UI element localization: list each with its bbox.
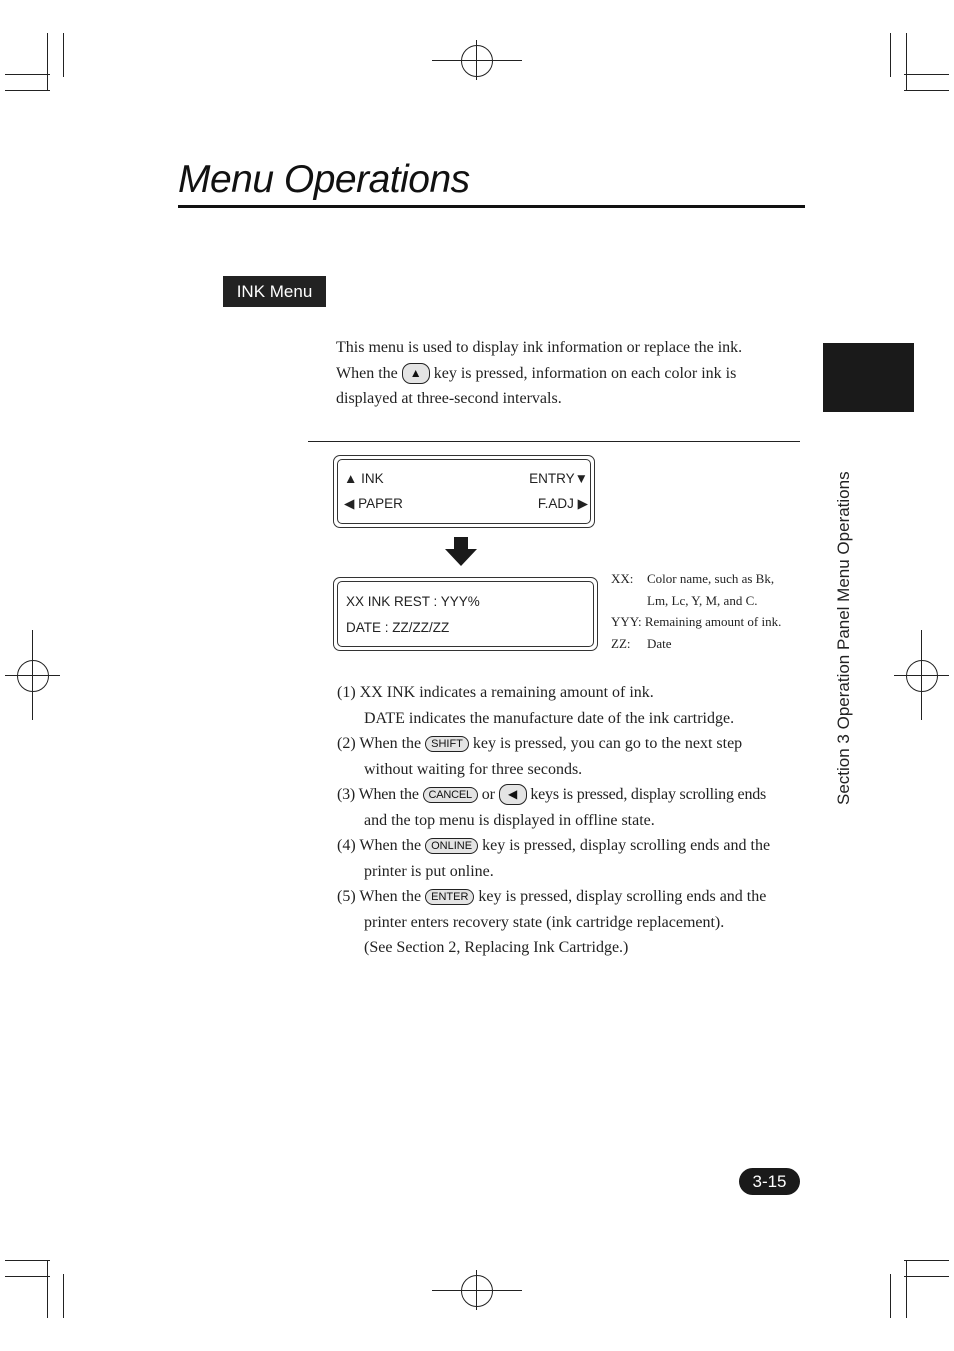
cancel-key-icon: CANCEL bbox=[423, 787, 478, 803]
lcd-row2-right: F.ADJ ▶ bbox=[537, 496, 588, 511]
list-item-cont: (See Section 2, Replacing Ink Cartridge.) bbox=[364, 939, 629, 956]
intro-line-1: This menu is used to display ink information or replace the ink. bbox=[336, 339, 743, 356]
side-label bbox=[834, 420, 852, 805]
list-item: (4) When the ONLINE key is pressed, display scrolling ends and the bbox=[337, 837, 771, 854]
divider bbox=[308, 441, 800, 442]
page-title: Menu Operations bbox=[178, 158, 470, 201]
legend-xx: XX: Color name, such as Bk, bbox=[611, 571, 775, 586]
legend-xx-cont: Lm, Lc, Y, M, and C. bbox=[647, 592, 758, 608]
title-rule bbox=[178, 205, 805, 208]
lcd-row1-right: ENTRY▼ bbox=[529, 471, 588, 486]
intro-line-2 bbox=[336, 361, 800, 387]
notes-list bbox=[337, 680, 801, 961]
legend-yyy: YYY: Remaining amount of ink. bbox=[611, 614, 782, 629]
section-label: INK Menu bbox=[223, 276, 326, 307]
intro-line-3: displayed at three-second intervals. bbox=[336, 390, 562, 407]
intro-paragraph bbox=[336, 335, 800, 412]
list-item-cont: printer enters recovery state (ink cartridge replacement). bbox=[364, 913, 725, 931]
list-item: (2) When the SHIFT key is pressed, you can go to the next step bbox=[337, 735, 743, 752]
online-key-icon: ONLINE bbox=[425, 838, 478, 854]
flow-down-arrow-icon bbox=[445, 537, 477, 566]
right-arrow-icon: ▶ bbox=[577, 496, 588, 511]
lcd-ink-rest: XX INK REST : YYY% bbox=[346, 594, 480, 609]
down-arrow-icon: ▼ bbox=[574, 471, 588, 486]
left-arrow-icon: ◀ bbox=[344, 496, 355, 511]
list-item: (3) When the CANCEL or ◀ keys is pressed, display scrolling ends bbox=[337, 786, 767, 803]
list-item: (1) XX INK indicates a remaining amount of ink. bbox=[337, 684, 654, 701]
list-item-cont: and the top menu is displayed in offline state. bbox=[364, 811, 655, 829]
up-key-icon: ▲ bbox=[402, 363, 430, 384]
list-item-cont: printer is put online. bbox=[364, 862, 494, 880]
side-tab bbox=[823, 343, 914, 412]
shift-key-icon: SHIFT bbox=[425, 736, 469, 752]
enter-key-icon: ENTER bbox=[425, 889, 474, 905]
intro-line-2a: When the bbox=[336, 364, 398, 382]
side-label-text: Section 3 Operation Panel Menu Operations bbox=[834, 471, 853, 805]
intro-line-2b: key is pressed, information on each color ink is bbox=[433, 364, 737, 382]
legend bbox=[611, 568, 811, 654]
lcd-row2-left: ◀ PAPER bbox=[344, 496, 403, 511]
lcd-row1-left: ▲ INK bbox=[344, 471, 384, 486]
legend-zz: ZZ: Date bbox=[611, 635, 672, 651]
up-arrow-icon: ▲ bbox=[344, 471, 358, 486]
list-item-cont: DATE indicates the manufacture date of the ink cartridge. bbox=[364, 709, 735, 727]
lcd-panel-menu bbox=[333, 455, 595, 528]
page-number: 3-15 bbox=[739, 1168, 800, 1195]
lcd-date: DATE : ZZ/ZZ/ZZ bbox=[346, 620, 450, 635]
list-item-cont: without waiting for three seconds. bbox=[364, 760, 583, 778]
list-item: (5) When the ENTER key is pressed, display scrolling ends and the bbox=[337, 888, 767, 905]
left-key-icon: ◀ bbox=[499, 784, 527, 805]
lcd-panel-ink-info bbox=[333, 577, 598, 651]
